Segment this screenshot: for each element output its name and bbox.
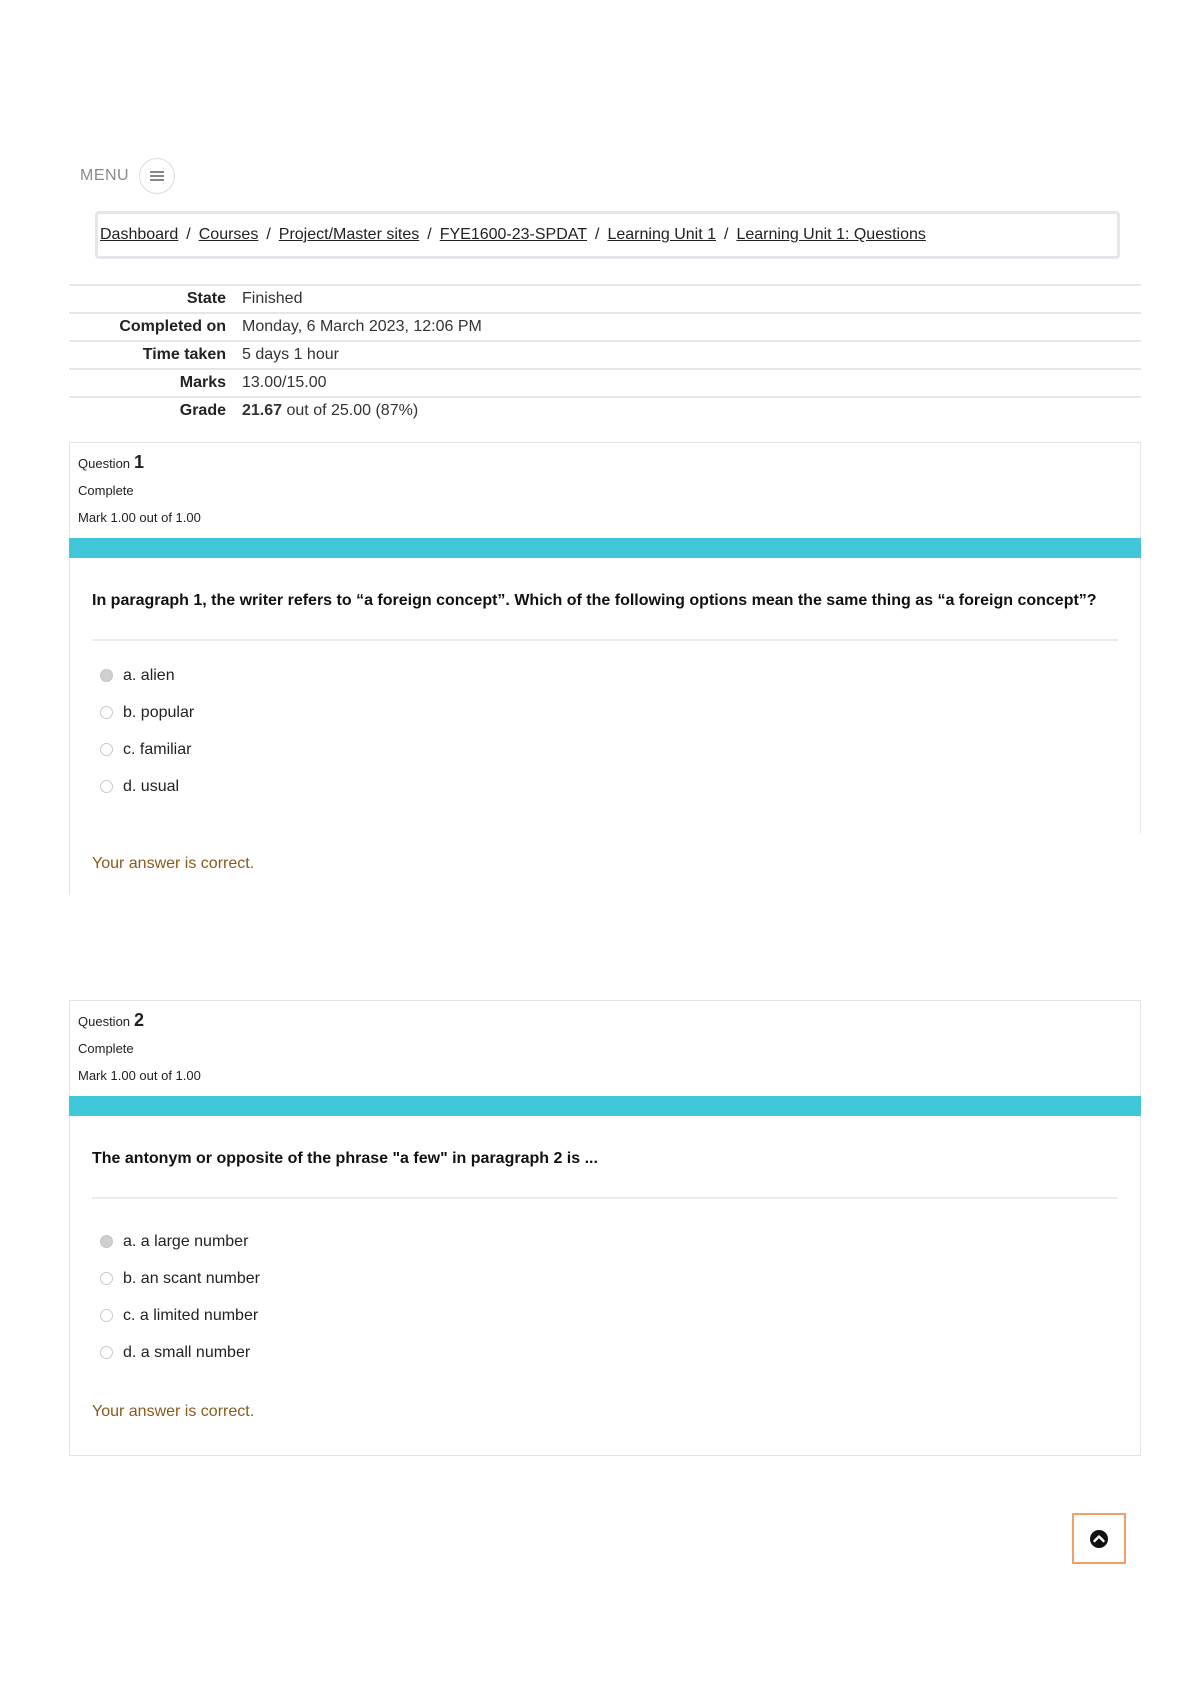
menu-label: MENU	[80, 167, 130, 184]
question-feedback-area	[69, 833, 1141, 895]
question-number-value: 1	[134, 452, 145, 472]
summary-label: Marks	[69, 369, 242, 397]
hamburger-icon	[149, 169, 165, 183]
answer-label: b. an scant number	[123, 1269, 260, 1287]
question-info	[69, 442, 1141, 538]
summary-label: Time taken	[69, 341, 242, 369]
breadcrumb-courses[interactable]: Courses	[198, 226, 259, 243]
radio-button-selected[interactable]	[100, 1235, 113, 1248]
question-state: Complete	[78, 483, 134, 498]
radio-button-selected[interactable]	[100, 669, 113, 682]
answer-option[interactable]	[100, 731, 1118, 768]
summary-value: 5 days 1 hour	[242, 341, 1141, 369]
answer-label: b. popular	[123, 703, 195, 721]
summary-label: Completed on	[69, 313, 242, 341]
question-number-value: 2	[134, 1010, 145, 1030]
question-state: Complete	[78, 1041, 134, 1056]
summary-value: Finished	[242, 285, 1141, 313]
summary-label: State	[69, 285, 242, 313]
answer-option[interactable]	[100, 1260, 1118, 1297]
answer-label: d. usual	[123, 777, 180, 795]
breadcrumb-questions[interactable]: Learning Unit 1: Questions	[736, 226, 926, 243]
menu-toggle[interactable]	[80, 158, 175, 194]
question-info	[69, 1000, 1141, 1096]
grade-rest: out of 25.00 (87%)	[286, 402, 419, 419]
summary-row-completed	[69, 313, 1141, 341]
question-mark: Mark 1.00 out of 1.00	[78, 510, 201, 525]
question-content	[69, 558, 1141, 833]
answer-option[interactable]	[100, 1223, 1118, 1260]
breadcrumb-separator: /	[595, 226, 600, 243]
breadcrumb-separator: /	[427, 226, 432, 243]
breadcrumb-course[interactable]: FYE1600-23-SPDAT	[439, 226, 588, 243]
answer-option[interactable]	[100, 1334, 1118, 1371]
question-text: In paragraph 1, the writer refers to “a foreign concept”. Which of the following options mean the same thing as “a foreign concept”?	[92, 588, 1118, 641]
question-accent-bar	[69, 538, 1141, 558]
radio-button[interactable]	[100, 743, 113, 756]
feedback-text: Your answer is correct.	[92, 1403, 255, 1420]
menu-button[interactable]	[139, 158, 175, 194]
breadcrumb	[95, 211, 1120, 259]
answer-option[interactable]	[100, 657, 1118, 694]
answer-list	[92, 1199, 1118, 1393]
breadcrumb-learning-unit[interactable]: Learning Unit 1	[607, 226, 716, 243]
answer-label: a. a large number	[123, 1232, 249, 1250]
radio-button[interactable]	[100, 706, 113, 719]
answer-label: c. familiar	[123, 740, 192, 758]
question-number	[78, 1011, 1140, 1029]
attempt-summary-table	[69, 284, 1141, 424]
radio-button[interactable]	[100, 1309, 113, 1322]
answer-option[interactable]	[100, 1297, 1118, 1334]
radio-button[interactable]	[100, 1346, 113, 1359]
summary-value	[242, 397, 1141, 424]
radio-button[interactable]	[100, 780, 113, 793]
summary-label: Grade	[69, 397, 242, 424]
question-mark: Mark 1.00 out of 1.00	[78, 1068, 201, 1083]
question-feedback-area	[69, 1393, 1141, 1456]
breadcrumb-separator: /	[266, 226, 271, 243]
breadcrumb-separator: /	[724, 226, 729, 243]
summary-row-time	[69, 341, 1141, 369]
answer-label: c. a limited number	[123, 1306, 259, 1324]
breadcrumb-master-sites[interactable]: Project/Master sites	[278, 226, 420, 243]
chevron-up-icon	[1089, 1529, 1109, 1549]
answer-label: a. alien	[123, 666, 175, 684]
radio-button[interactable]	[100, 1272, 113, 1285]
answer-option[interactable]	[100, 768, 1118, 805]
question-label: Question	[78, 1014, 131, 1029]
summary-row-state	[69, 285, 1141, 313]
question-label: Question	[78, 456, 131, 471]
question-number	[78, 453, 1140, 471]
breadcrumb-separator: /	[186, 226, 191, 243]
question-content	[69, 1116, 1141, 1393]
answer-option[interactable]	[100, 694, 1118, 731]
summary-row-marks	[69, 369, 1141, 397]
grade-score: 21.67	[242, 402, 283, 419]
answer-label: d. a small number	[123, 1343, 251, 1361]
breadcrumb-dashboard[interactable]: Dashboard	[100, 226, 179, 243]
feedback-text: Your answer is correct.	[92, 855, 255, 872]
summary-value: Monday, 6 March 2023, 12:06 PM	[242, 313, 1141, 341]
question-accent-bar	[69, 1096, 1141, 1116]
question-text: The antonym or opposite of the phrase "a few" in paragraph 2 is ...	[92, 1146, 1118, 1199]
summary-value: 13.00/15.00	[242, 369, 1141, 397]
question-2	[69, 1000, 1141, 1456]
question-1	[69, 442, 1141, 895]
summary-row-grade	[69, 397, 1141, 424]
answer-list	[92, 641, 1118, 833]
back-to-top-button[interactable]	[1072, 1513, 1126, 1564]
